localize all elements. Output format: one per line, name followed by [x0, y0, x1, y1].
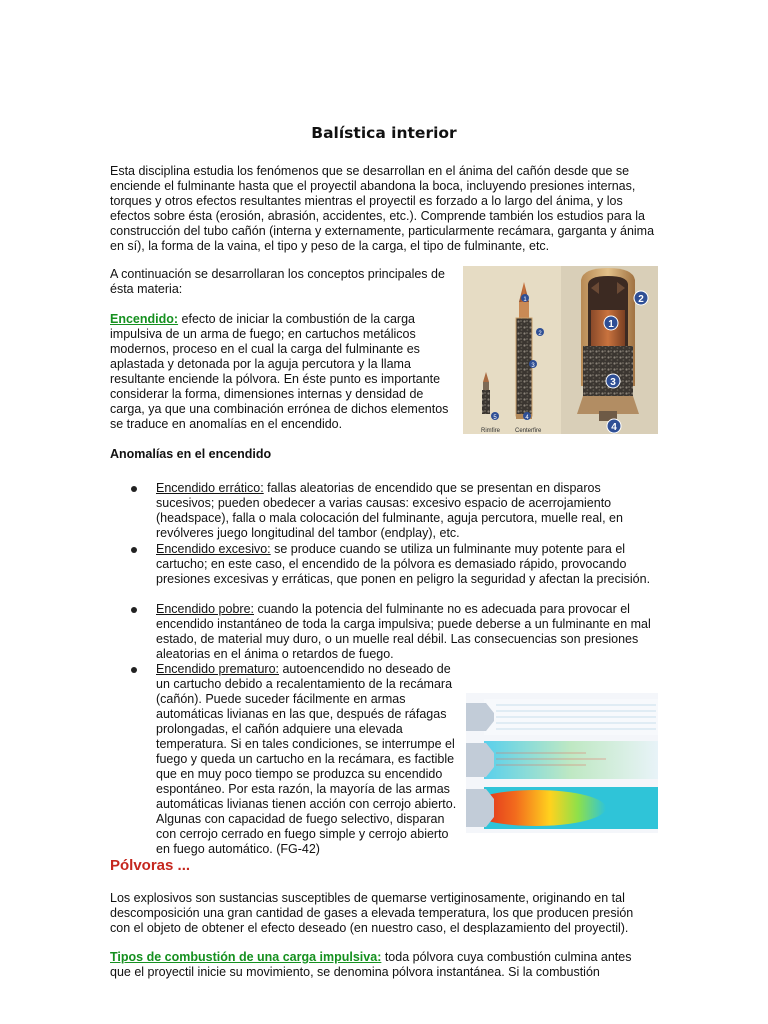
list-item-term: Encendido pobre:	[156, 602, 254, 616]
polvoras-heading: Pólvoras ...	[110, 857, 191, 874]
premature-paragraph	[156, 662, 458, 857]
bullet-icon	[131, 667, 137, 673]
flow-panel-3	[466, 787, 658, 829]
flow-panel-1	[466, 699, 658, 735]
continuation-paragraph: A continuación se desarrollaran los conceptos principales de ésta materia:	[110, 267, 445, 296]
tipos-text: toda pólvora cuya combustión culmina antes que el proyectil inicie su movimiento, se denomina pólvora instantánea. Si la combustión	[110, 950, 632, 979]
encendido-term: Encendido:	[110, 312, 179, 326]
bullet-icon	[131, 547, 137, 553]
callout-2: 2	[638, 294, 644, 305]
list-item-term: Encendido errático:	[156, 481, 264, 495]
list-item-term: Encendido prematuro:	[156, 662, 279, 676]
intro-paragraph: Esta disciplina estudia los fenómenos que se desarrollan en el ánima del cañón desde que se enciende el fulminante hasta que el proyectil abandona la boca, incluyendo presiones internas, torques y otros efectos resultantes mientras el proyectil es forzado a lo largo del ánima, y los efectos sobre ésta (erosión, abrasión, accidentes, etc.). Comprende también los estudios para la construcción del tubo cañón (interna y externamente, particularmente recámara, garganta y ánima en sí), la forma de la vaina, el tipo y peso de la carga, el tipo de fulminante, etc.	[110, 164, 655, 253]
cartridge-figure	[463, 266, 658, 434]
caption-rimfire: Rimfire	[481, 428, 500, 434]
tipos-paragraph	[110, 950, 655, 980]
list-item	[156, 481, 651, 541]
small-callout-5: 5	[493, 415, 497, 421]
list-item	[156, 542, 651, 587]
flow-simulation-figure	[466, 693, 658, 833]
list-item-text: fallas aleatorias de encendido que se presentan en disparos sucesivos; pueden obedecer a varias causas: excesivo espacio de acerrojamiento (headspace), falla o mala colocación del fulminante, aguja percutora, muelle real, en revólveres juego longitudinal del tambor (endplay), etc.	[156, 481, 623, 540]
list-item-text: se produce cuando se utiliza un fulminante muy potente para el cartucho; en este caso, el encendido de la pólvora es demasiado rápido, provocando presiones excesivas y erráticas, que ponen en peligro la seguridad y afectan la precisión.	[156, 542, 651, 586]
small-callout-3: 3	[531, 363, 535, 369]
list-item-text: cuando la potencia del fulminante no es adecuada para provocar el encendido instantáneo de toda la carga impulsiva; puede deberse a un fulminante en mal estado, de material muy duro, o un muelle real débil. Las consecuencias son presiones aleatorias en el ánima o retardos de fuego.	[156, 602, 651, 661]
bullet-icon	[131, 607, 137, 613]
callout-1: 1	[608, 319, 614, 330]
anomalias-heading: Anomalías en el encendido	[110, 447, 272, 461]
list-item-text: autoencendido no deseado de un cartucho debido a recalentamiento de la recámara (cañón). Puede suceder fácilmente en armas automáticas livianas en las que, después de ráfagas prolongadas, el cañón adquiere una elevada temperatura. Si en tales condiciones, se interrumpe el fuego y queda un cartucho en la recámara, es factible que en muy poco tiempo se produzca su encendido espontáneo. Por esta razón, la mayoría de las armas automáticas livianas tienen acción con cerrojo abierto. Algunas con capacidad de fuego selectivo, disparan con cerrojo cerrado en fuego simple y cerrojo abierto en fuego automático. (FG-42)	[156, 662, 457, 856]
polvoras-paragraph: Los explosivos son sustancias susceptibles de quemarse vertiginosamente, originando en tal descomposición una gran cantidad de gases a elevada temperatura, los que producen presión con el objeto de obtener el efecto deseado (en nuestro caso, el desplazamiento del proyectil).	[110, 891, 634, 935]
callout-4: 4	[611, 422, 617, 433]
small-callout-2: 2	[538, 331, 542, 337]
small-callout-4: 4	[525, 415, 529, 421]
flow-panel-2	[466, 741, 658, 779]
encendido-text: efecto de iniciar la combustión de la carga impulsiva de un arma de fuego; en cartuchos metálicos modernos, proceso en el cual la carga del fulminante es aplastada y detonada por la aguja percutora y la llama resultante enciende la pólvora. En éste punto es importante considerar la forma, dimensiones internas y densidad de carga, ya que una combinación errónea de dichos elementos se traduce en anomalías en el encendido.	[110, 312, 449, 431]
bullet-icon	[131, 486, 137, 492]
large-cartridge	[577, 268, 639, 421]
tipos-term: Tipos de combustión de una carga impulsiva:	[110, 950, 382, 964]
callout-3: 3	[610, 377, 616, 388]
small-callout-1: 1	[523, 297, 527, 303]
encendido-paragraph	[110, 312, 455, 432]
page-title: Balística interior	[311, 124, 457, 142]
caption-centerfire: Centerfire	[515, 428, 542, 434]
list-item-term: Encendido excesivo:	[156, 542, 271, 556]
list-item	[156, 602, 651, 662]
